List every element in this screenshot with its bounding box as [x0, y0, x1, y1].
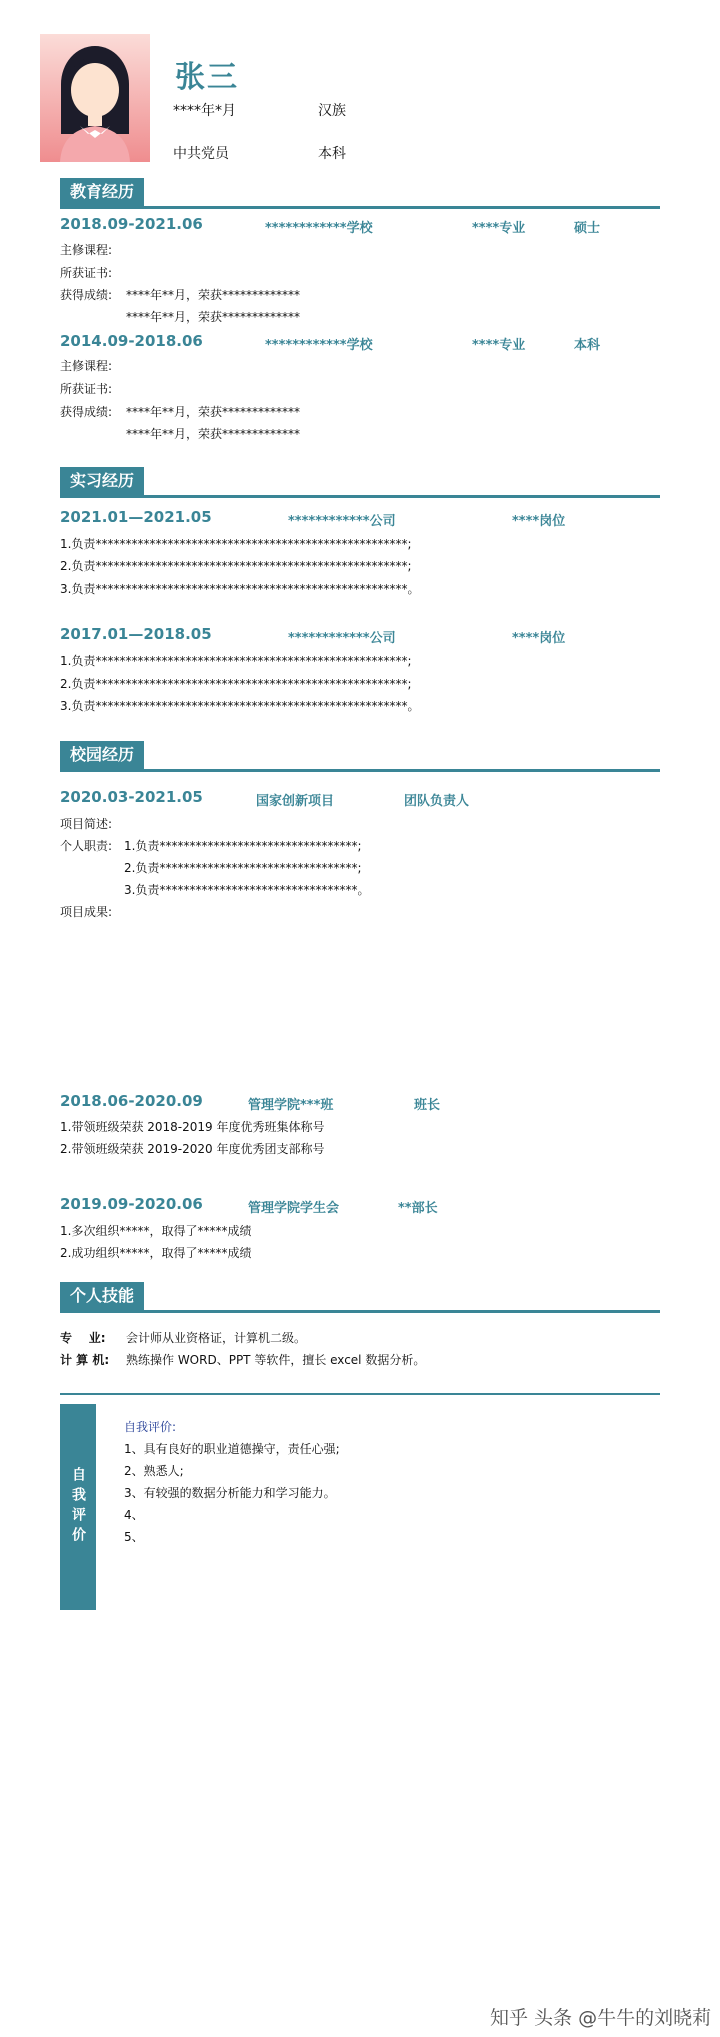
watermark: 知乎 头条 @牛牛的刘晓莉 [490, 2007, 712, 2029]
intern-duty: 1.负责****************************************************; [60, 654, 412, 668]
result-item: ****年**月，荣获************* [126, 427, 301, 441]
project-desc-label: 项目简述: [60, 817, 113, 831]
ethnicity: 汉族 [318, 103, 346, 119]
edu-level: 本科 [574, 338, 601, 353]
self-eval-item: 1、具有良好的职业道德操守，责任心强; [124, 1442, 340, 1456]
edu-school: ************学校 [265, 338, 373, 353]
skill-major-label: 专 业: [60, 1331, 106, 1345]
campus-project-role: 团队负责人 [404, 794, 470, 809]
campus-project-period: 2020.03-2021.05 [60, 788, 203, 806]
self-eval-bar: 自我评价 [60, 1404, 96, 1610]
self-eval-item: 2、熟悉人; [124, 1464, 184, 1478]
edu-period: 2018.09-2021.06 [60, 215, 203, 233]
section-title-internship: 实习经历 [60, 467, 144, 495]
campus-union-item: 1.多次组织*****，取得了*****成绩 [60, 1224, 252, 1238]
campus-union-period: 2019.09-2020.06 [60, 1195, 203, 1213]
result-item: ****年**月，荣获************* [126, 405, 301, 419]
section-title-skills: 个人技能 [60, 1282, 144, 1310]
campus-project-name: 国家创新项目 [256, 794, 335, 809]
edu-school: ************学校 [265, 221, 373, 236]
candidate-name: 张三 [175, 60, 239, 95]
section-divider [60, 206, 660, 209]
results-label: 获得成绩: [60, 288, 113, 302]
self-eval-item: 4、 [124, 1508, 144, 1522]
campus-union-role: **部长 [398, 1201, 438, 1216]
project-result-label: 项目成果: [60, 905, 113, 919]
section-title-campus: 校园经历 [60, 741, 144, 769]
certs-label: 所获证书: [60, 382, 113, 396]
project-duty: 2.负责*********************************; [124, 861, 362, 875]
intern-duty: 2.负责****************************************************; [60, 559, 412, 573]
skill-computer-text: 熟练操作 WORD、PPT 等软件，擅长 excel 数据分析。 [126, 1353, 426, 1367]
edu-major: ****专业 [472, 338, 526, 353]
certs-label: 所获证书: [60, 266, 113, 280]
campus-union-org: 管理学院学生会 [248, 1201, 340, 1216]
self-eval-item: 5、 [124, 1530, 144, 1544]
edu-major: ****专业 [472, 221, 526, 236]
birth-date: ****年*月 [173, 103, 236, 119]
skill-computer-label: 计 算 机: [60, 1353, 110, 1367]
courses-label: 主修课程: [60, 359, 113, 373]
intern-period: 2017.01—2018.05 [60, 625, 212, 643]
intern-duty: 2.负责****************************************************; [60, 677, 412, 691]
intern-duty: 3.负责****************************************************。 [60, 699, 420, 713]
campus-class-period: 2018.06-2020.09 [60, 1092, 203, 1110]
section-divider [60, 769, 660, 772]
self-eval-label: 自我评价: [124, 1420, 177, 1434]
intern-duty: 3.负责****************************************************。 [60, 582, 420, 596]
campus-class-org: 管理学院***班 [248, 1098, 334, 1113]
skill-major-text: 会计师从业资格证，计算机二级。 [126, 1331, 307, 1345]
degree: 本科 [318, 146, 346, 162]
campus-class-item: 1.带领班级荣获 2018-2019 年度优秀班集体称号 [60, 1120, 325, 1134]
project-duty-label: 个人职责: [60, 839, 113, 853]
section-title-education: 教育经历 [60, 178, 144, 206]
courses-label: 主修课程: [60, 243, 113, 257]
intern-period: 2021.01—2021.05 [60, 508, 212, 526]
campus-union-item: 2.成功组织*****，取得了*****成绩 [60, 1246, 252, 1260]
section-divider [60, 1310, 660, 1313]
intern-position: ****岗位 [512, 631, 566, 646]
project-duty: 1.负责*********************************; [124, 839, 362, 853]
intern-duty: 1.负责****************************************************; [60, 537, 412, 551]
campus-class-role: 班长 [414, 1098, 441, 1113]
intern-company: ************公司 [288, 631, 396, 646]
self-eval-item: 3、有较强的数据分析能力和学习能力。 [124, 1486, 336, 1500]
result-item: ****年**月，荣获************* [126, 310, 301, 324]
result-item: ****年**月，荣获************* [126, 288, 301, 302]
edu-level: 硕士 [574, 221, 601, 236]
section-divider [60, 1393, 660, 1395]
intern-company: ************公司 [288, 514, 396, 529]
project-duty: 3.负责*********************************。 [124, 883, 370, 897]
avatar-illustration [40, 34, 150, 162]
section-divider [60, 495, 660, 498]
campus-class-item: 2.带领班级荣获 2019-2020 年度优秀团支部称号 [60, 1142, 325, 1156]
edu-period: 2014.09-2018.06 [60, 332, 203, 350]
results-label: 获得成绩: [60, 405, 113, 419]
political-status: 中共党员 [173, 146, 229, 162]
intern-position: ****岗位 [512, 514, 566, 529]
avatar [40, 34, 150, 162]
